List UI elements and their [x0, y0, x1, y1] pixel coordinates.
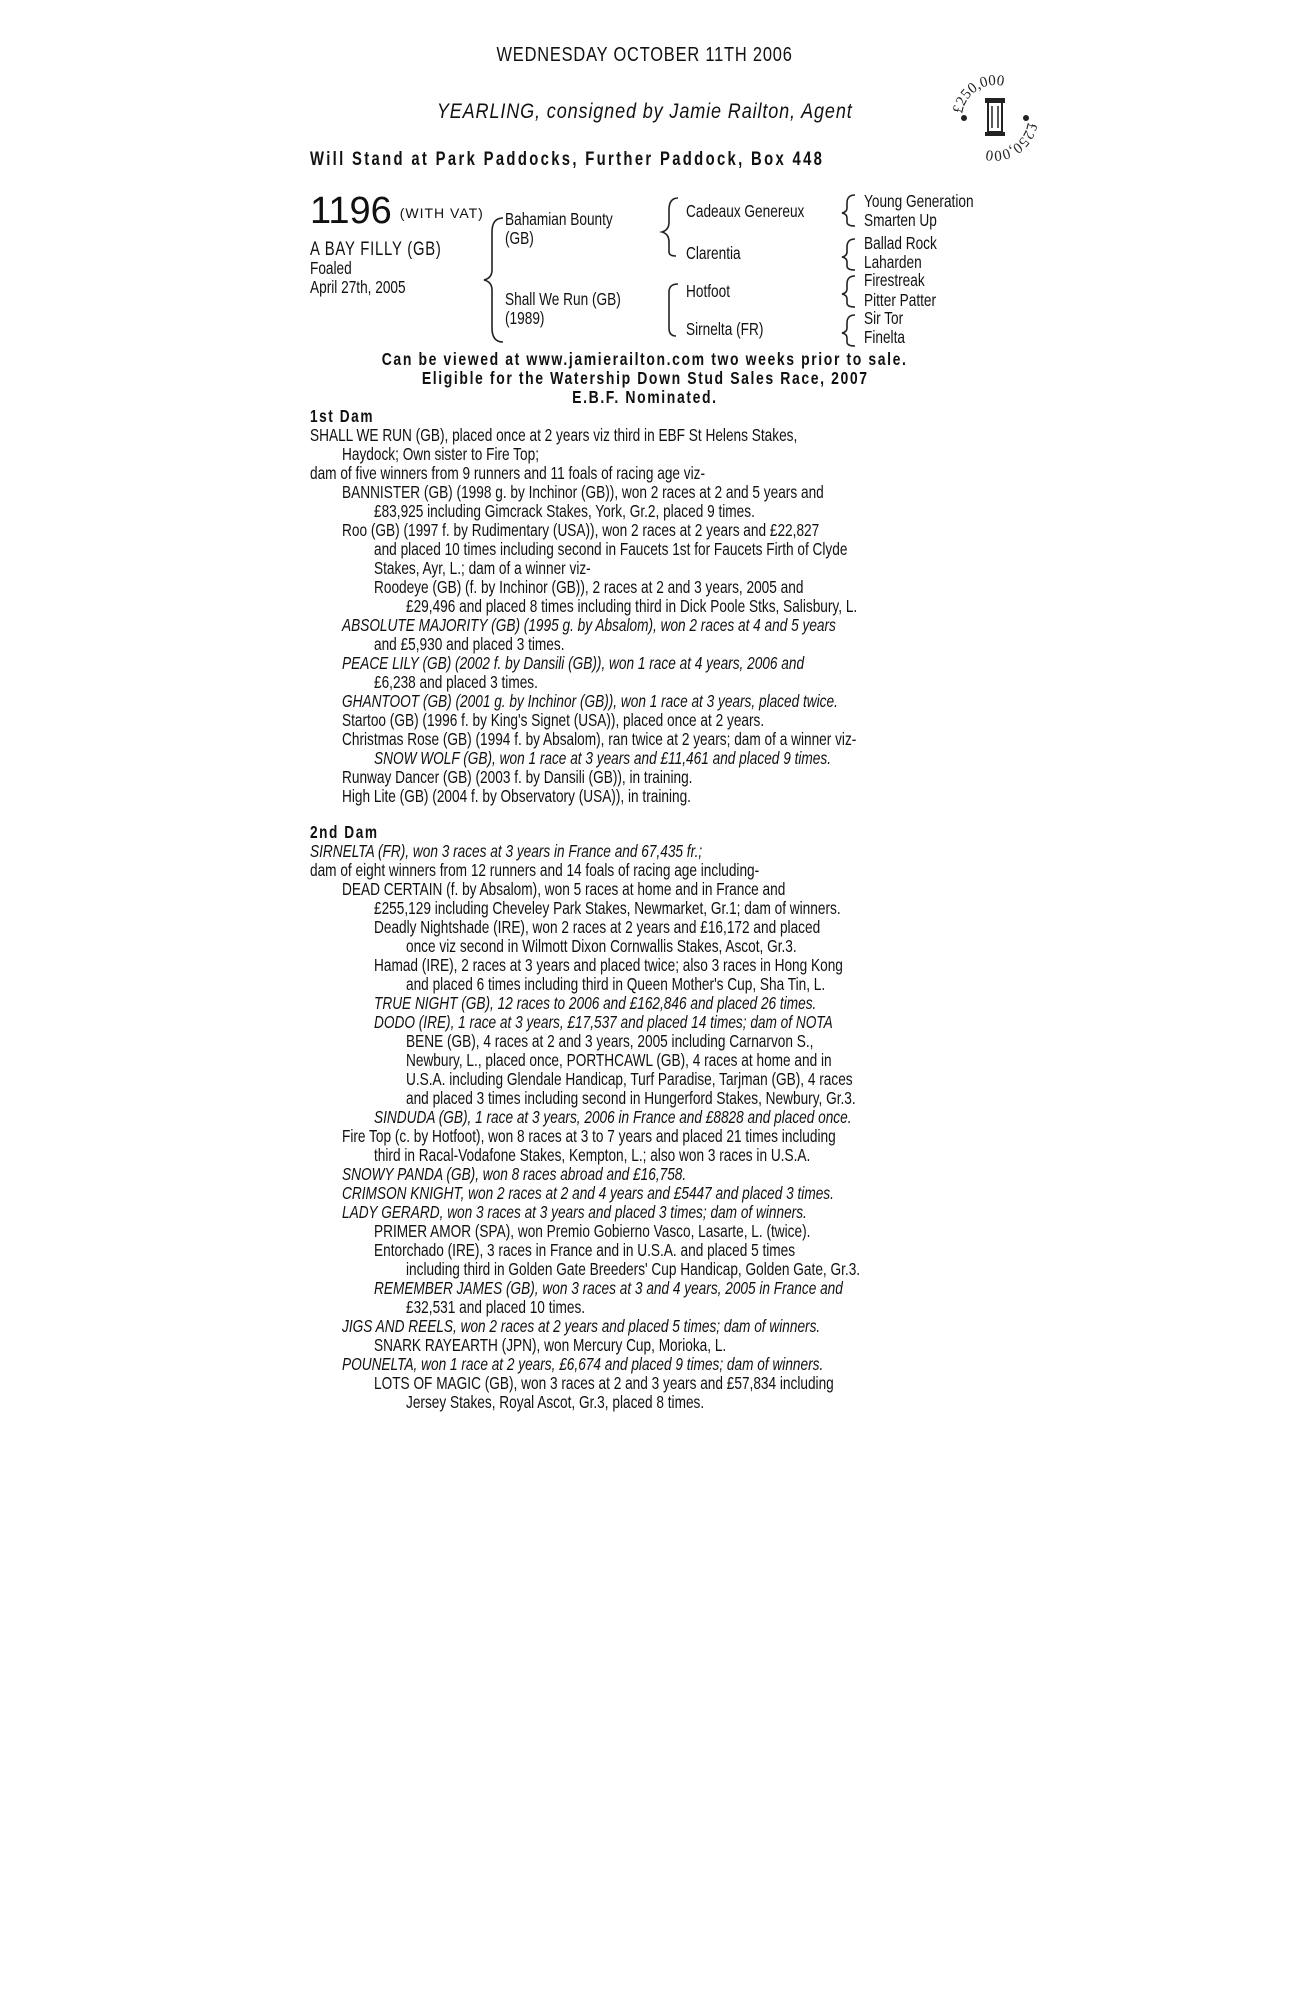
first-dam-line: Roodeye (GB) (f. by Inchinor (GB)), 2 races at 2 and 3 years, 2005 and — [374, 577, 804, 597]
first-dam-heading: 1st Dam — [310, 406, 375, 426]
dam-sire: Hotfoot — [686, 281, 731, 301]
second-dam-line: SIRNELTA (FR), won 3 races at 3 years in France and 67,435 fr.; — [310, 841, 703, 861]
second-dam-line: LADY GERARD, won 3 races at 3 years and placed 3 times; dam of winners. — [342, 1202, 807, 1222]
second-dam-line: including third in Golden Gate Breeders' Cup Handicap, Golden Gate, Gr.3. — [406, 1259, 861, 1279]
foaled-label: Foaled — [310, 258, 352, 278]
first-dam-line: £83,925 including Gimcrack Stakes, York, Gr.2, placed 9 times. — [374, 501, 755, 521]
sire-dam-dam: Laharden — [864, 252, 922, 272]
foaled-date: April 27th, 2005 — [310, 277, 406, 297]
first-dam-line: Stakes, Ayr, L.; dam of a winner viz- — [374, 558, 591, 578]
second-dam-line: Newbury, L., placed once, PORTHCAWL (GB), 4 races at home and in — [406, 1050, 832, 1070]
second-dam-line: Hamad (IRE), 2 races at 3 years and placed twice; also 3 races in Hong Kong — [374, 955, 843, 975]
second-dam-line: CRIMSON KNIGHT, won 2 races at 2 and 4 years and £5447 and placed 3 times. — [342, 1183, 834, 1203]
second-dam-line: REMEMBER JAMES (GB), won 3 races at 3 and 4 years, 2005 in France and — [374, 1278, 843, 1298]
second-dam-line: Jersey Stakes, Royal Ascot, Gr.3, placed 8 times. — [406, 1392, 705, 1412]
first-dam-line: Haydock; Own sister to Fire Top; — [342, 444, 539, 464]
second-dam-line: Deadly Nightshade (IRE), won 2 races at 2 years and £16,172 and placed — [374, 917, 821, 937]
second-dam-line: Fire Top (c. by Hotfoot), won 8 races at 3 to 7 years and placed 21 times including — [342, 1126, 836, 1146]
first-dam-line: High Lite (GB) (2004 f. by Observatory (USA)), in training. — [342, 786, 691, 806]
dam-dam: Sirnelta (FR) — [686, 319, 764, 339]
first-dam-line: ABSOLUTE MAJORITY (GB) (1995 g. by Absalom), won 2 races at 4 and 5 years — [342, 615, 836, 635]
second-dam-line: and placed 6 times including third in Queen Mother's Cup, Sha Tin, L. — [406, 974, 826, 994]
first-dam-line: PEACE LILY (GB) (2002 f. by Dansili (GB)), won 1 race at 4 years, 2006 and — [342, 653, 805, 673]
second-dam-line: PRIMER AMOR (SPA), won Premio Gobierno Vasco, Lasarte, L. (twice). — [374, 1221, 811, 1241]
dam-sire-dam: Pitter Patter — [864, 290, 937, 310]
second-dam-line: BENE (GB), 4 races at 2 and 3 years, 2005 including Carnarvon S., — [406, 1031, 814, 1051]
second-dam-line: SNOWY PANDA (GB), won 8 races abroad and £16,758. — [342, 1164, 687, 1184]
dam-dam-sire: Sir Tor — [864, 308, 904, 328]
first-dam-line: BANNISTER (GB) (1998 g. by Inchinor (GB)), won 2 races at 2 and 5 years and — [342, 482, 824, 502]
sire-suffix: (GB) — [505, 228, 534, 248]
first-dam-line: and £5,930 and placed 3 times. — [374, 634, 565, 654]
first-dam-line: dam of five winners from 9 runners and 11 foals of racing age viz- — [310, 463, 706, 483]
second-dam-line: and placed 3 times including second in Hungerford Stakes, Newbury, Gr.3. — [406, 1088, 856, 1108]
second-dam-line: LOTS OF MAGIC (GB), won 3 races at 2 and 3 years and £57,834 including — [374, 1373, 834, 1393]
sale-date: WEDNESDAY OCTOBER 11TH 2006 — [496, 44, 794, 66]
sale-notes — [0, 350, 1290, 407]
first-dam-line: and placed 10 times including second in Faucets 1st for Faucets Firth of Clyde — [374, 539, 848, 559]
sire-sire-sire: Young Generation — [864, 191, 974, 211]
second-dam-line: JIGS AND REELS, won 2 races at 2 years and placed 5 times; dam of winners. — [342, 1316, 821, 1336]
second-dam-line: once viz second in Wilmott Dixon Cornwallis Stakes, Ascot, Gr.3. — [406, 936, 797, 956]
second-dam-line: U.S.A. including Glendale Handicap, Turf Paradise, Tarjman (GB), 4 races — [406, 1069, 853, 1089]
first-dam-line: GHANTOOT (GB) (2001 g. by Inchinor (GB)), won 1 race at 3 years, placed twice. — [342, 691, 838, 711]
first-dam-line: SNOW WOLF (GB), won 1 race at 3 years and £11,461 and placed 9 times. — [374, 748, 831, 768]
second-dam-line: £32,531 and placed 10 times. — [406, 1297, 586, 1317]
second-dam-line: third in Racal-Vodafone Stakes, Kempton, L.; also won 3 races in U.S.A. — [374, 1145, 811, 1165]
lot-description — [310, 240, 479, 297]
first-dam-line: Runway Dancer (GB) (2003 f. by Dansili (GB)), in training. — [342, 767, 693, 787]
lot-number: 1196 (WITH VAT) — [310, 190, 484, 232]
sire-dam: Clarentia — [686, 243, 741, 263]
second-dam-line: TRUE NIGHT (GB), 12 races to 2006 and £162,846 and placed 26 times. — [374, 993, 817, 1013]
second-dam-line: SINDUDA (GB), 1 race at 3 years, 2006 in France and £8828 and placed once. — [374, 1107, 852, 1127]
dam-dam-dam: Finelta — [864, 327, 905, 347]
sire-dam-sire: Ballad Rock — [864, 233, 937, 253]
first-dam-line: £29,496 and placed 8 times including third in Dick Poole Stks, Salisbury, L. — [406, 596, 858, 616]
first-dam-line: SHALL WE RUN (GB), placed once at 2 years viz third in EBF St Helens Stakes, — [310, 425, 798, 445]
dam-year: (1989) — [505, 308, 545, 328]
svg-text:£250,000: £250,000 — [950, 72, 1006, 115]
second-dam-line: DODO (IRE), 1 race at 3 years, £17,537 and placed 14 times; dam of NOTA — [374, 1012, 833, 1032]
stand-location: Will Stand at Park Paddocks, Further Paddock, Box 448 — [310, 149, 825, 170]
dam-sire-sire: Firestreak — [864, 270, 925, 290]
note-viewing: Can be viewed at www.jamierailton.com two weeks prior to sale. — [382, 349, 908, 369]
vat-note: (WITH VAT) — [399, 204, 484, 221]
price-seal-icon — [950, 62, 1040, 174]
second-dam-heading: 2nd Dam — [310, 822, 379, 842]
sire-name: Bahamian Bounty — [505, 209, 613, 229]
second-dam-line: Entorchado (IRE), 3 races in France and in U.S.A. and placed 5 times — [374, 1240, 796, 1260]
first-dam-line: Roo (GB) (1997 f. by Rudimentary (USA)), won 2 races at 2 years and £22,827 — [342, 520, 820, 540]
first-dam-line: Christmas Rose (GB) (1994 f. by Absalom), ran twice at 2 years; dam of a winner viz- — [342, 729, 857, 749]
dam-name: Shall We Run (GB) — [505, 289, 621, 309]
first-dam-line: £6,238 and placed 3 times. — [374, 672, 538, 692]
sire-sire-dam: Smarten Up — [864, 210, 937, 230]
sire-sire: Cadeaux Genereux — [686, 201, 805, 221]
second-dam-line: dam of eight winners from 12 runners and 14 foals of racing age including- — [310, 860, 760, 880]
first-dam-line: Startoo (GB) (1996 f. by King's Signet (USA)), placed once at 2 years. — [342, 710, 765, 730]
second-dam-line: POUNELTA, won 1 race at 2 years, £6,674 and placed 9 times; dam of winners. — [342, 1354, 824, 1374]
consignment-line: YEARLING, consigned by Jamie Railton, Agent — [437, 100, 853, 123]
note-eligibility: Eligible for the Watership Down Stud Sales Race, 2007 — [421, 368, 869, 388]
lot-title: A BAY FILLY (GB) — [310, 239, 442, 260]
second-dam-line: DEAD CERTAIN (f. by Absalom), won 5 races at home and in France and — [342, 879, 786, 899]
second-dam-line: £255,129 including Cheveley Park Stakes, Newmarket, Gr.1; dam of winners. — [374, 898, 841, 918]
second-dam-line: SNARK RAYEARTH (JPN), won Mercury Cup, Morioka, L. — [374, 1335, 727, 1355]
svg-text:£250,000: £250,000 — [984, 121, 1040, 164]
note-ebf: E.B.F. Nominated. — [572, 387, 718, 407]
